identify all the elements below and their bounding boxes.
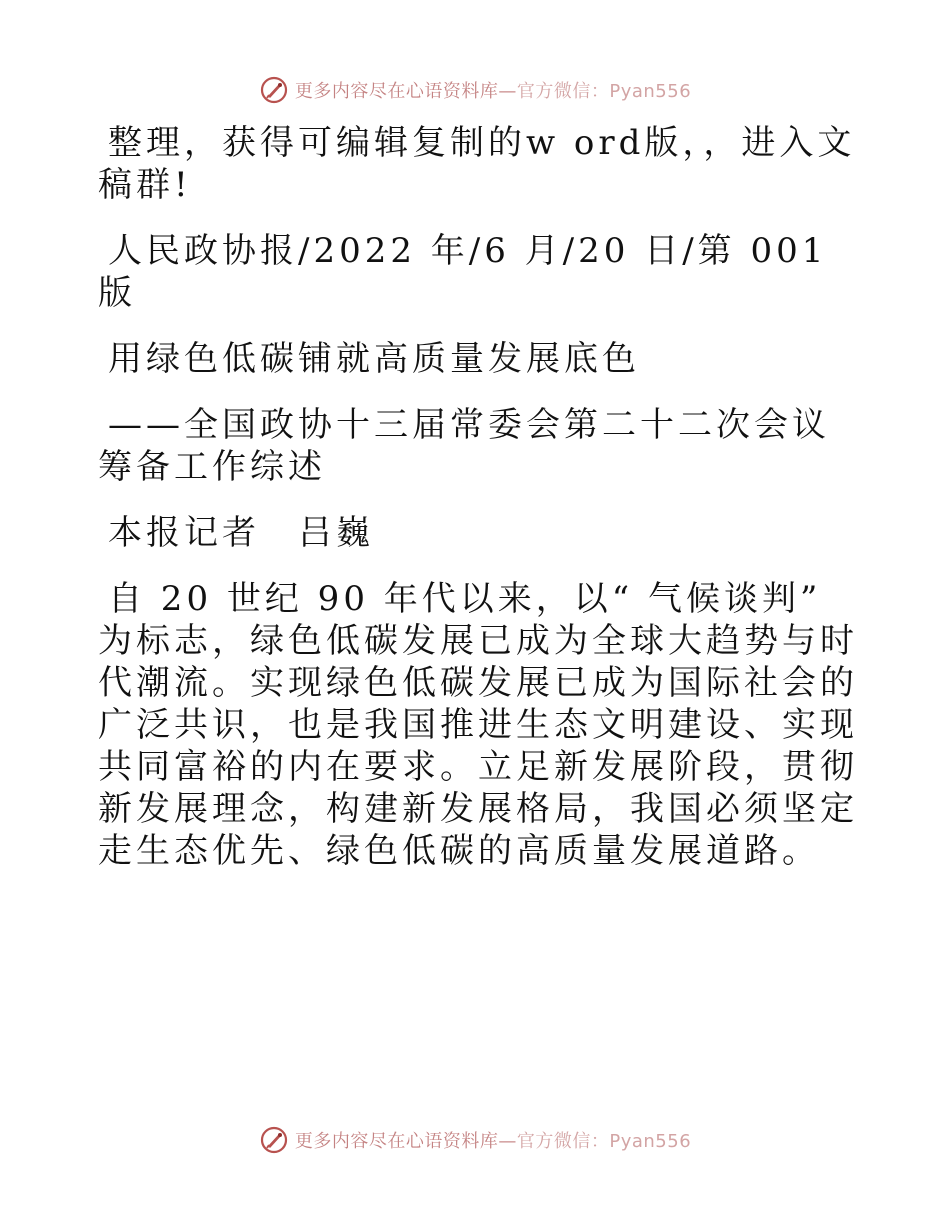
article-subtitle: ——全国政协十三届常委会第二十二次会议筹备工作综述 [98,405,830,487]
header-banner-text [295,77,691,103]
wechat-text: 官方微信：Pyan556 [516,1131,692,1152]
footer-banner [0,1120,950,1160]
source-line: 人民政协报/2022 年/6 月/20 日/第 001 版 [98,231,828,313]
header-banner [0,70,950,110]
paragraph-1: 自 20 世纪 90 年代以来，以“ 气候谈判” 为标志，绿色低碳发展已成为全球大趋势与时代潮流。实现绿色低碳发展已成为国际社会的广泛共识，也是我国推进生态文明建设、实现共同富裕的内在要求。立足新发展阶段，贯彻新发展理念，构建新发展格局，我国必须坚定走生态优先、绿色低碳的高质量发展道路。 [98,579,858,871]
article-title: 用绿色低碳铺就高质量发展底色 [108,339,640,379]
footer-banner-text [295,1127,691,1153]
byline: 本报记者 吕巍 [108,513,374,553]
document-body [98,122,858,872]
quill-circle-icon [259,1125,289,1155]
brand-text: 更多内容尽在心语资料库 [294,81,499,102]
banner-separator: — [498,1131,517,1152]
brand-text: 更多内容尽在心语资料库 [294,1131,499,1152]
banner-separator: — [498,81,517,102]
quill-circle-icon [259,75,289,105]
intro-line: 整理，获得可编辑复制的w ord版，，进入文稿群! [98,123,856,205]
wechat-text: 官方微信：Pyan556 [516,81,692,102]
